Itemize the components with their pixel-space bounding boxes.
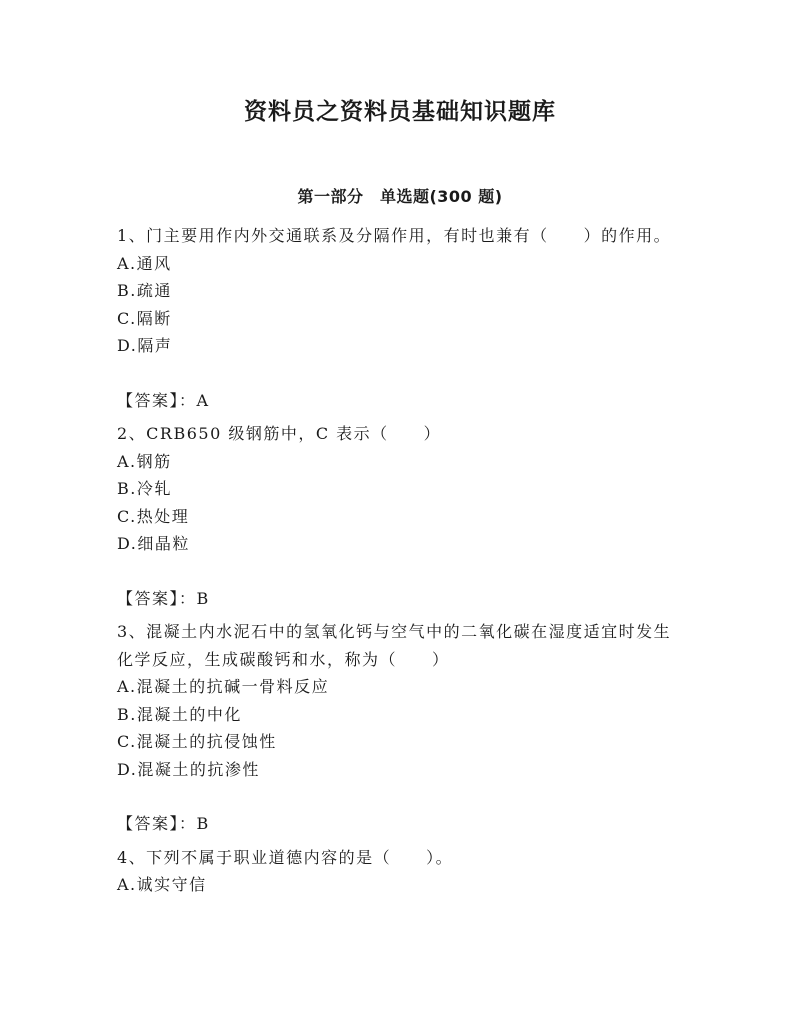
- question-option: B.混凝土的中化: [117, 704, 242, 724]
- question-option: B.冷轧: [117, 479, 172, 498]
- question-option: C.热处理: [117, 506, 190, 526]
- question-option: C.隔断: [117, 308, 172, 328]
- question-option: D.混凝土的抗渗性: [117, 759, 260, 779]
- answer-label: 【答案】：B: [117, 588, 210, 608]
- question-item: [117, 844, 683, 899]
- question-option: A.钢筋: [117, 451, 172, 471]
- question-list: [117, 222, 683, 899]
- question-option: A.混凝土的抗碱一骨料反应: [117, 677, 330, 696]
- document-title: 资料员之资料员基础知识题库: [244, 99, 556, 125]
- section-title: 第一部分 单选题(300 题): [297, 187, 503, 206]
- question-option: A.诚实守信: [117, 875, 207, 894]
- question-option: B.疏通: [117, 281, 172, 300]
- question-item: [117, 420, 683, 612]
- question-stem: 2、CRB650 级钢筋中，C 表示（ ）: [117, 424, 442, 443]
- question-option: D.细晶粒: [117, 534, 190, 553]
- answer-label: 【答案】：B: [117, 814, 210, 833]
- question-option: D.隔声: [117, 336, 173, 355]
- question-stem: 3、混凝土内水泥石中的氢氧化钙与空气中的二氧化碳在湿度适宜时发生化学反应，生成碳酸钙和水，称为（ ）: [117, 622, 672, 669]
- question-option: A.通风: [117, 253, 172, 273]
- answer-label: 【答案】：A: [117, 390, 210, 410]
- question-item: [117, 618, 683, 838]
- question-option: C.混凝土的抗侵蚀性: [117, 732, 277, 751]
- question-stem: 1、门主要用作内外交通联系及分隔作用，有时也兼有（ ）的作用。: [117, 226, 672, 245]
- question-item: [117, 222, 683, 414]
- question-stem: 4、下列不属于职业道德内容的是（ ）。: [117, 847, 454, 867]
